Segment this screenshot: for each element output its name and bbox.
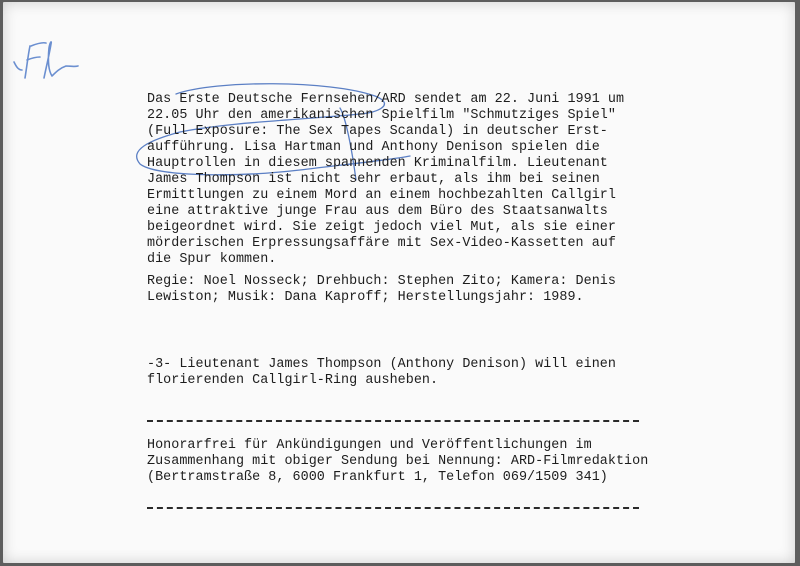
paragraph-line: Das Erste Deutsche Fernsehen/ARD sendet am 22. Juni 1991 um [147,92,625,107]
paragraph-line: 22.05 Uhr den amerikanischen Spielfilm "Schmutziges Spiel" [147,108,616,123]
photo-caption [147,357,616,389]
paragraph-line: Ermittlungen zu einem Mord an einem hochbezahlten Callgirl [147,188,616,203]
dashed-divider-top [147,420,639,422]
main-paragraph [147,92,624,268]
credits-line: Regie: Noel Nosseck; Drehbuch: Stephen Zito; Kamera: Denis [147,274,616,289]
footer-line: Honorarfrei für Ankündigungen und Veröffentlichungen im [147,438,592,453]
credits-line: Lewiston; Musik: Dana Kaproff; Herstellungsjahr: 1989. [147,290,584,305]
paragraph-line: Hauptrollen in diesem spannenden Kriminalfilm. Lieutenant [147,156,608,171]
caption-line: florierenden Callgirl-Ring ausheben. [147,373,439,388]
paragraph-line: James Thompson ist nicht sehr erbaut, als ihm bei seinen [147,172,600,187]
paragraph-line: eine attraktive junge Frau aus dem Büro des Staatsanwalts [147,204,608,219]
footer-line: Zusammenhang mit obiger Sendung bei Nennung: ARD-Filmredaktion [147,454,649,469]
paragraph-line: (Full Exposure: The Sex Tapes Scandal) in deutscher Erst- [147,124,608,139]
paragraph-line: aufführung. Lisa Hartman und Anthony Denison spielen die [147,140,600,155]
paragraph-line: mörderischen Erpressungsaffäre mit Sex-Video-Kassetten auf [147,236,616,251]
footer-note [147,438,648,486]
credits-paragraph [147,274,616,306]
footer-line: (Bertramstraße 8, 6000 Frankfurt 1, Telefon 069/1509 341) [147,470,608,485]
caption-line: -3- Lieutenant James Thompson (Anthony Denison) will einen [147,357,616,372]
paragraph-line: die Spur kommen. [147,252,277,267]
dashed-divider-bottom [147,507,639,509]
paragraph-line: beigeordnet wird. Sie zeigt jedoch viel Mut, als sie einer [147,220,616,235]
